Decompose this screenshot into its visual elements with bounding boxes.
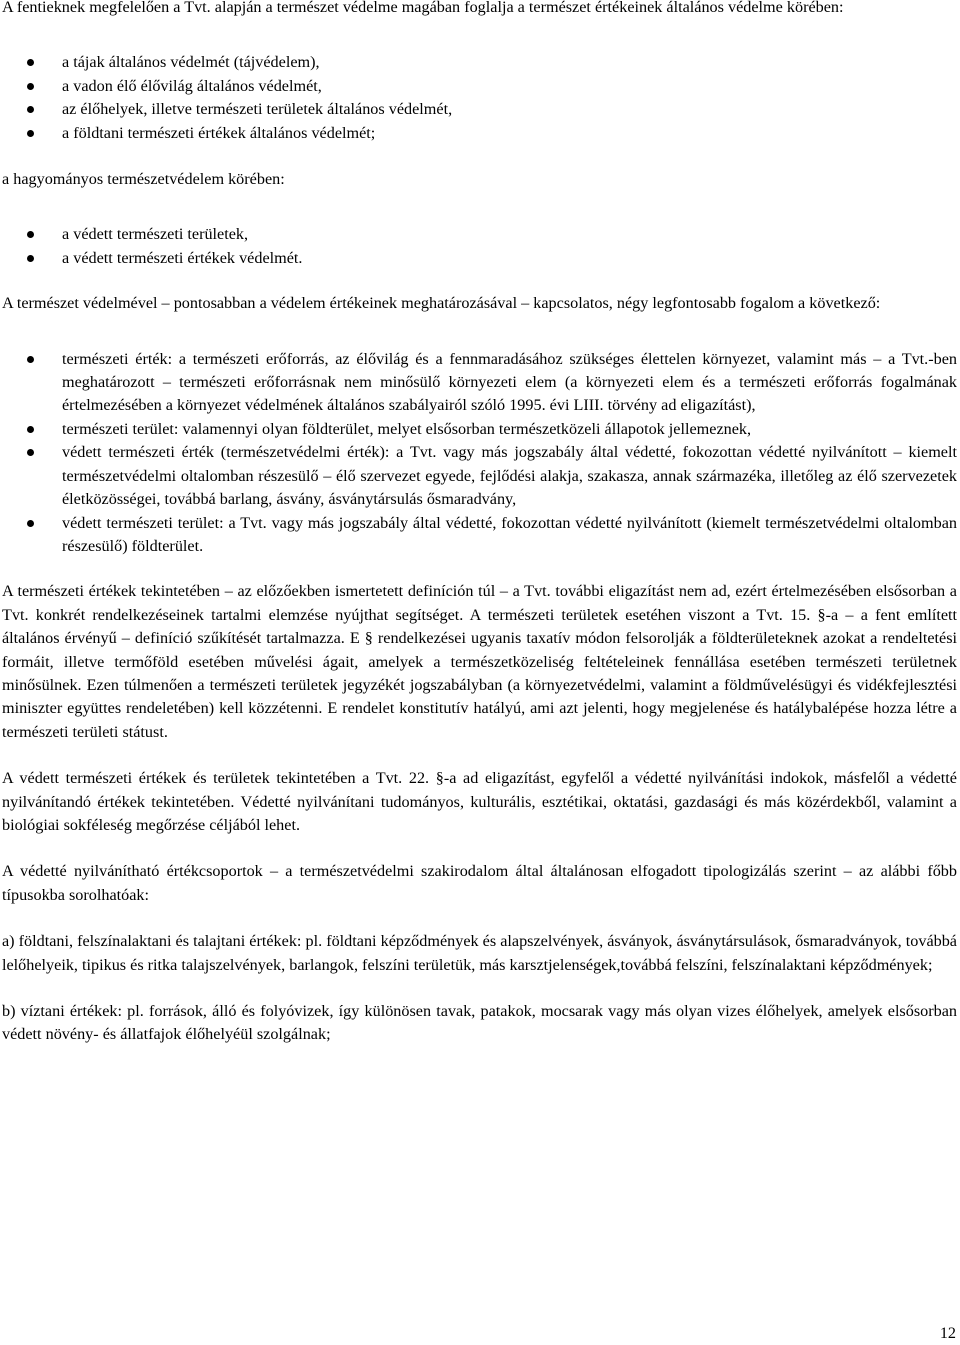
traditional-list	[2, 223, 957, 270]
bullet-icon	[27, 130, 34, 137]
paragraph-value-groups: A védetté nyilvánítható értékcsoportok ‒ a természetvédelmi szakirodalom által általánosan elfogadott tipologizálás szerint ‒ az alábbi főbb típusokba sorolhatóak:	[2, 862, 957, 904]
list-item-text: a védett természeti értékek védelmét.	[62, 248, 303, 267]
list-item	[2, 418, 957, 441]
list-item	[2, 75, 957, 98]
list-item-text: védett természeti érték (természetvédelmi érték): a Tvt. vagy más jogszabály által védetté, fokozottan védetté nyilvánított ‒ kiemelt természetvédelmi oltalomban részesülő ‒ élő szervezet egyede, fejlődési alakja, szakasza, annak származéka, illetőleg az élő szervezetek életközösségei, továbbá barlang, ásvány, ásványtársulás ősmaradvány,	[62, 443, 957, 509]
document-page	[2, 0, 957, 1047]
bullet-icon	[27, 426, 34, 433]
bullet-icon	[27, 520, 34, 527]
list-item	[2, 51, 957, 74]
list-item-text: a vadon élő élővilág általános védelmét,	[62, 76, 322, 95]
list-item	[2, 223, 957, 246]
list-item	[2, 512, 957, 559]
bullet-icon	[27, 59, 34, 66]
bullet-icon	[27, 83, 34, 90]
list-item	[2, 441, 957, 511]
list-item-text: a földtani természeti értékek általános védelmét;	[62, 123, 376, 142]
bullet-icon	[27, 255, 34, 262]
list-item	[2, 247, 957, 270]
paragraph-water-values: b) víztani értékek: pl. források, álló és folyóvizek, így különösen tavak, patakok, mocsarak vagy más olyan vizes élőhelyek, amelyek elsősorban védett növény- és állatfajok élőhelyéül szolgálnak;	[2, 1002, 957, 1044]
list-item	[2, 348, 957, 418]
concepts-intro: A természet védelmével ‒ pontosabban a védelem értékeinek meghatározásával ‒ kapcsolatos, négy legfontosabb fogalom a következő:	[2, 294, 881, 313]
intro-paragraph: A fentieknek megfelelően a Tvt. alapján a természet védelme magában foglalja a természet értékeinek általános védelme körében:	[2, 0, 844, 16]
list-item-text: az élőhelyek, illetve természeti területek általános védelmét,	[62, 100, 453, 119]
traditional-heading: a hagyományos természetvédelem körében:	[2, 170, 285, 189]
list-item-text: természeti érték: a természeti erőforrás, az élővilág és a fennmaradásához szükséges élettelen környezet, valamint más ‒ a Tvt.-ben meghatározott ‒ természeti erőforrásnak nem minősülő környezeti elem (a környezeti elem és a természeti erőforrás fogalmának értelmezésében a környezet védelmének általános szabályairól szóló 1995. évi LIII. törvény ad eligazítást),	[62, 349, 957, 415]
list-item	[2, 98, 957, 121]
bullet-icon	[27, 356, 34, 363]
bullet-icon	[27, 106, 34, 113]
list-item	[2, 122, 957, 145]
list-item-text: védett természeti terület: a Tvt. vagy más jogszabály által védetté, fokozottan védetté nyilvánított (kiemelt természetvédelmi oltalomban részesülő) földterület.	[62, 513, 957, 555]
paragraph-natural-values: A természeti értékek tekintetében ‒ az előzőekben ismertetett definíción túl ‒ a Tvt. további eligazítást nem ad, ezért értelmezésében elsősorban a Tvt. konkrét rendelkezéseinek tartalmi elemzése nyújthat segítséget. A természeti területek esetéhen viszont a Tvt. 15. §-a ‒ a fent említett általános érvényű ‒ definíció szűkítését tartalmazza. E § rendelkezései ugyanis taxatív módon felsorolják a földterületeknek azokat a rendeltetési formáit, illetve termőföld esetében művelési ágait, amelyek a természetközeliség feltételeinek fennállása esetében természeti területnek minősülnek. Ezen túlmenően a természeti területek jegyzékét jogszabályban (a környezetvédelmi, valamint a földművelésügyi és vidékfejlesztési miniszter együttes rendeletében) kell közzétenni. E rendelet konstitutív hatályú, ami azt jelenti, hogy megjelenése és hatálybalépése hozza létre a természeti területi státust.	[2, 582, 957, 741]
paragraph-geological-values: a) földtani, felszínalaktani és talajtani értékek: pl. földtani képződmények és alapszelvények, ásványok, ásványtársulások, ősmaradványok, továbbá lelőhelyeik, tipikus és ritka talajszelvények, barlangok, felszíni területük, más karsztjelenségek,továbbá felszíni, felszínalaktani képződmények;	[2, 932, 957, 974]
list-item-text: a védett természeti területek,	[62, 225, 249, 244]
bullet-icon	[27, 449, 34, 456]
page-number: 12	[939, 1324, 956, 1342]
list-item-text: a tájak általános védelmét (tájvédelem),	[62, 53, 320, 72]
paragraph-protected-values: A védett természeti értékek és területek tekintetében a Tvt. 22. §-a ad eligazítást, egyfelől a védetté nyilvánítási indokok, másfelől a védetté nyilvánítandó értékek tekintetében. Védetté nyilvánítani tudományos, kulturális, esztétikai, oktatási, gazdasági és más közérdekből, valamint a biológiai sokféleség megőrzése céljából lehet.	[2, 769, 957, 834]
list-item-text: természeti terület: valamennyi olyan földterület, melyet elsősorban természetközeli állapotok jellemeznek,	[62, 419, 752, 438]
bullet-icon	[27, 231, 34, 238]
general-protection-list	[2, 51, 957, 145]
concepts-list	[2, 348, 957, 559]
